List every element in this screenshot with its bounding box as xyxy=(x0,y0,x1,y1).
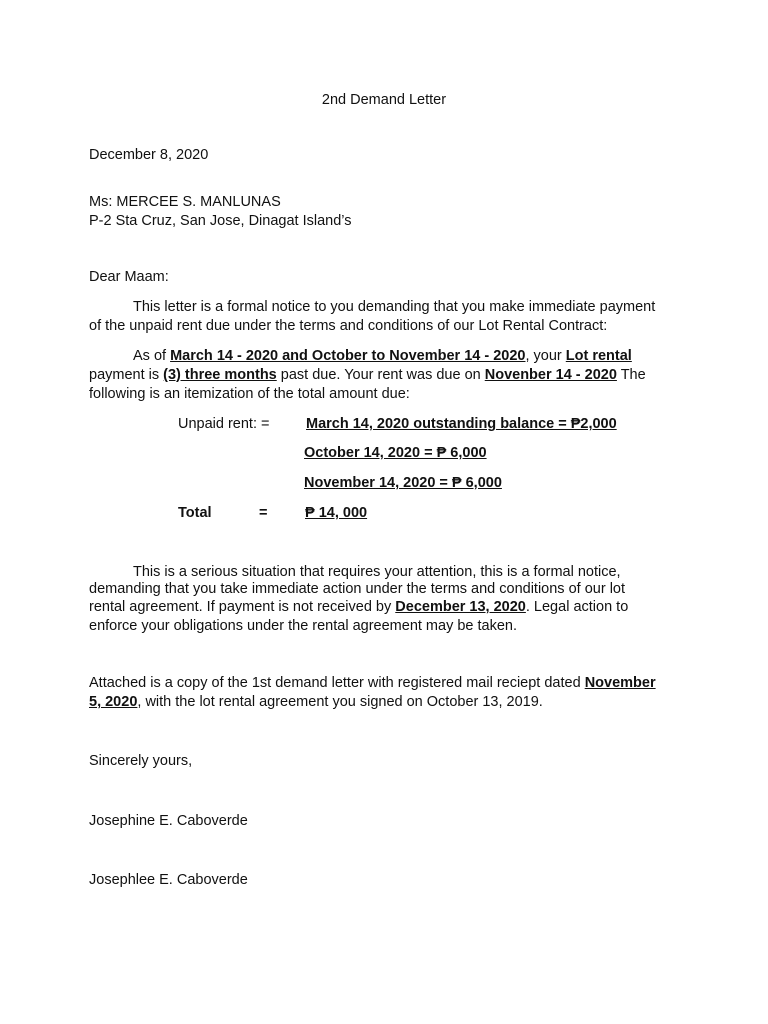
item-october: October 14, 2020 = ₱ 6,000 xyxy=(304,445,487,461)
p3-deadline: December 13, 2020 xyxy=(395,599,526,615)
p4-text: Attached is a copy of the 1st demand letter with registered mail reciept dated xyxy=(89,675,585,691)
item-november: November 14, 2020 = ₱ 6,000 xyxy=(304,475,502,491)
closing: Sincerely yours, xyxy=(89,753,193,769)
letter-title: 2nd Demand Letter xyxy=(321,92,447,108)
paragraph2-line3: following is an itemization of the total amount due: xyxy=(89,386,410,402)
paragraph1-line1: This letter is a formal notice to you demanding that you make immediate payment xyxy=(133,299,656,315)
paragraph2-line1 xyxy=(133,347,632,365)
unpaid-rent-label: Unpaid rent: = xyxy=(178,416,270,432)
signature-1: Josephine E. Caboverde xyxy=(89,813,248,829)
p2-due-date: Novenber 14 - 2020 xyxy=(484,367,617,383)
paragraph2-line2 xyxy=(89,366,646,384)
p4-text: , with the lot rental agreement you signed on October 13, 2019. xyxy=(137,694,543,710)
item-march: March 14, 2020 outstanding balance = ₱2,000 xyxy=(306,416,617,432)
paragraph4-line2 xyxy=(89,693,543,711)
p2-text: past due. Your rent was due on xyxy=(276,367,485,383)
p2-text: , your xyxy=(525,348,566,364)
letter-date: December 8, 2020 xyxy=(89,147,209,163)
p2-period-dates: March 14 - 2020 and October to November 14 - 2020 xyxy=(170,348,526,364)
paragraph1-line2: of the unpaid rent due under the terms and conditions of our Lot Rental Contract: xyxy=(89,318,608,334)
paragraph3-line4: enforce your obligations under the rental agreement may be taken. xyxy=(89,618,518,634)
p2-text: As of xyxy=(133,348,171,364)
recipient-name: Ms: MERCEE S. MANLUNAS xyxy=(89,194,281,210)
p4-first-letter-date-part1: November xyxy=(584,675,656,691)
paragraph3-line2: demanding that you take immediate action under the terms and conditions of our lot xyxy=(89,581,626,597)
signature-2: Josephlee E. Caboverde xyxy=(89,872,248,888)
p2-text: payment is xyxy=(89,367,164,383)
total-label: Total xyxy=(178,505,212,521)
paragraph3-line1: This is a serious situation that requires your attention, this is a formal notice, xyxy=(133,564,621,580)
recipient-address: P-2 Sta Cruz, San Jose, Dinagat Island’s xyxy=(89,213,352,229)
p4-first-letter-date-part2: 5, 2020 xyxy=(89,694,138,710)
p3-text: . Legal action to xyxy=(525,599,629,615)
p2-lot-rental: Lot rental xyxy=(565,348,632,364)
paragraph3-line3 xyxy=(89,598,628,616)
paragraph4-line1 xyxy=(89,674,656,692)
p3-text: rental agreement. If payment is not received by xyxy=(89,599,396,615)
p2-months-due: (3) three months xyxy=(163,367,277,383)
total-value: ₱ 14, 000 xyxy=(305,505,368,521)
p2-text: The xyxy=(616,367,646,383)
total-equals: = xyxy=(259,505,268,521)
salutation: Dear Maam: xyxy=(89,269,169,285)
